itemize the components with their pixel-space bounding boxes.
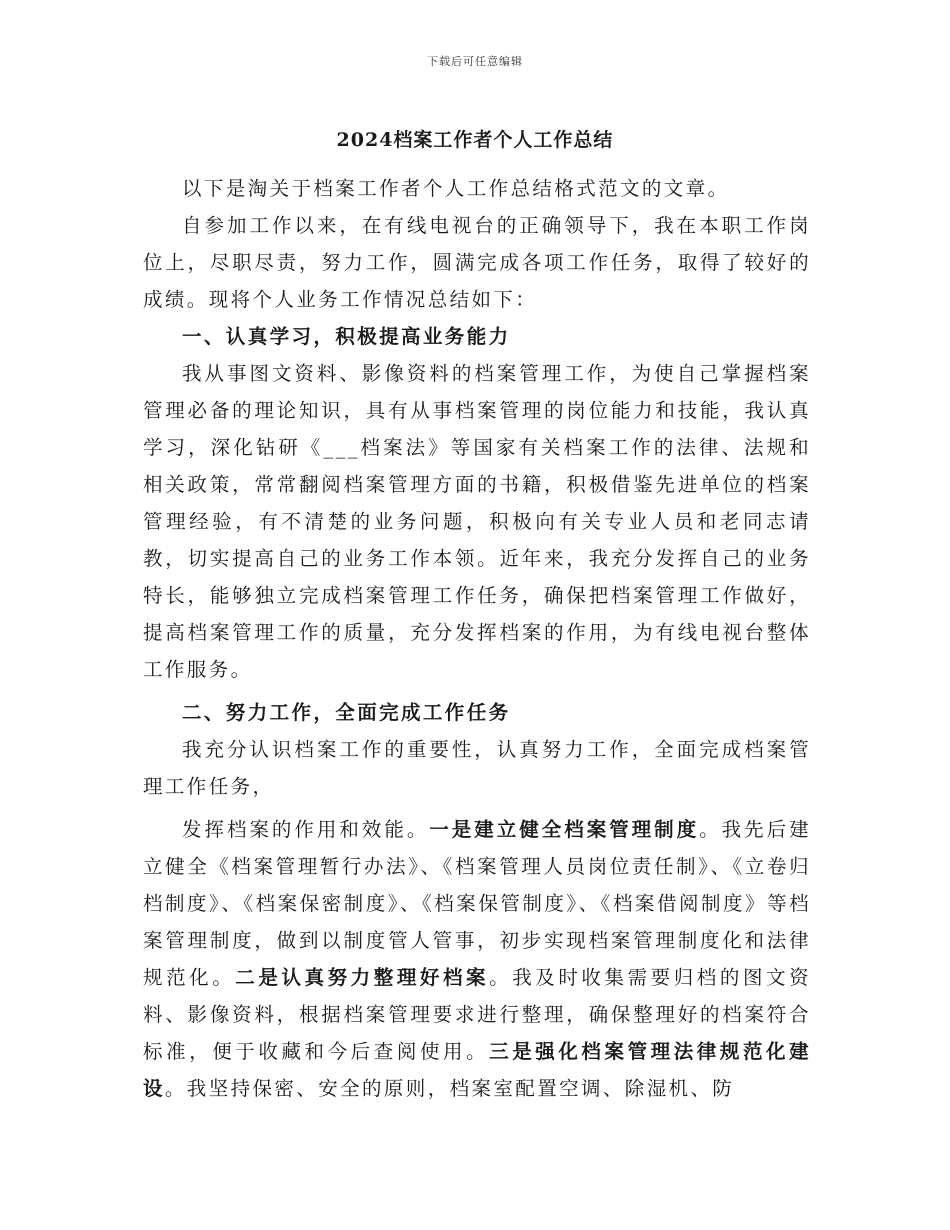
paragraph-4-text-4: 。我坚持保密、安全的原则，档案室配置空调、除湿机、防	[164, 1077, 735, 1100]
intro-paragraph: 以下是淘关于档案工作者个人工作总结格式范文的文章。	[182, 177, 730, 200]
paragraph-4-text-3: 。我及时收集需要归档的图文资料、影像资料，根据档案管理要求进行整理，确保整理好的档案符合标准，便于收藏和今后查阅使用。	[143, 966, 811, 1063]
section-heading-2: 二、努力工作，全面完成工作任务	[182, 701, 511, 724]
paragraph-4-text-1: 发挥档案的作用和效能。	[182, 818, 430, 841]
header-note: 下载后可任意编辑	[427, 55, 523, 68]
document-body	[143, 170, 811, 1107]
document-title: 2024档案工作者个人工作总结	[336, 129, 614, 151]
paragraph-2: 我从事图文资料、影像资料的档案管理工作，为使自己掌握档案管理必备的理论知识，具有从事档案管理的岗位能力和技能，我认真学习，深化钻研《___档案法》等国家有关档案工作的法律、法规和相关政策，常常翻阅档案管理方面的书籍，积极借鉴先进单位的档案管理经验，有不清楚的业务问题，积极向有关专业人员和老同志请教，切实提高自己的业务工作本领。近年来，我充分发挥自己的业务特长，能够独立完成档案管理工作任务，确保把档案管理工作做好，提高档案管理工作的质量，充分发挥档案的作用，为有线电视台整体工作服务。	[143, 362, 811, 681]
paragraph-3: 我充分认识档案工作的重要性，认真努力工作，全面完成档案管理工作任务，	[143, 738, 811, 798]
paragraph-1: 自参加工作以来，在有线电视台的正确领导下，我在本职工作岗位上，尽职尽责，努力工作，圆满完成各项工作任务，取得了较好的成绩。现将个人业务工作情况总结如下：	[143, 214, 811, 311]
paragraph-4	[143, 811, 811, 1107]
bold-point-1: 一是建立健全档案管理制度	[429, 818, 700, 841]
paragraph-4-text-2: 。我先后建立健全《档案管理暂行办法》、《档案管理人员岗位责任制》、《立卷归档制度》、《档案保密制度》、《档案保管制度》、《档案借阅制度》等档案管理制度，做到以制度管人管事，初步实现档案管理制度化和法律规范化。	[143, 818, 811, 989]
bold-point-2: 二是认真努力整理好档案	[235, 966, 490, 989]
bold-point-3: 三是强化档案管理法律规范化建设	[143, 1040, 811, 1100]
section-heading-1: 一、认真学习，积极提高业务能力	[182, 325, 511, 348]
